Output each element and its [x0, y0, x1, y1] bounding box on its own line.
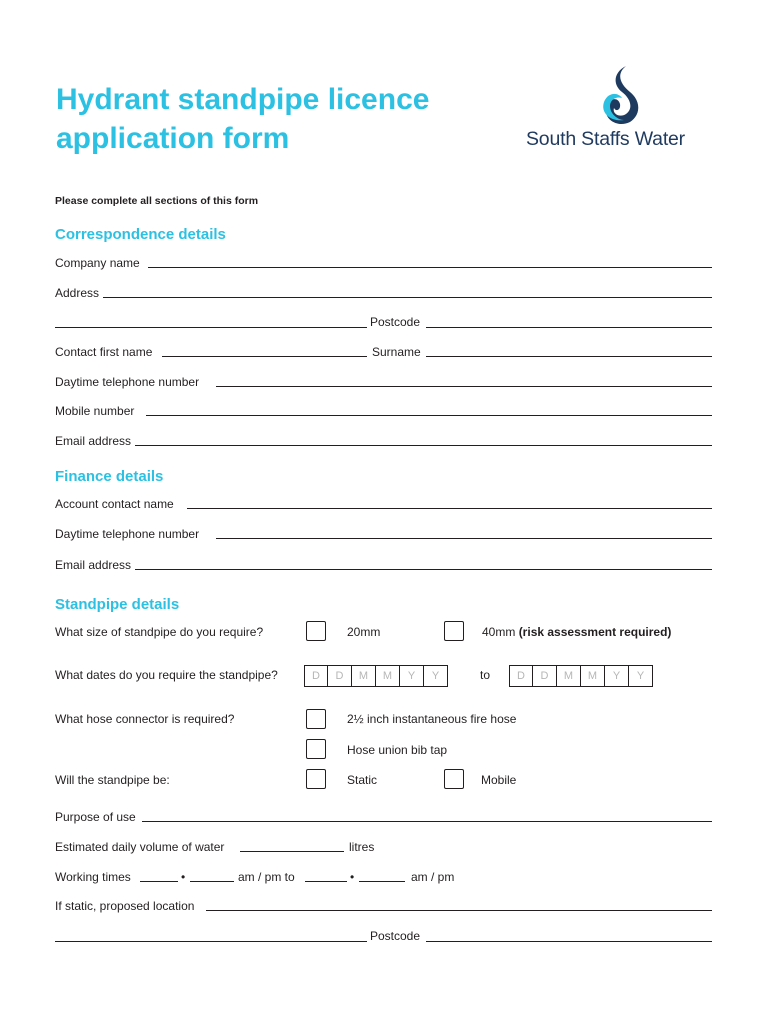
email-label: Email address — [55, 434, 132, 448]
account-contact-label: Account contact name — [55, 497, 174, 511]
size-question: What size of standpipe do you require? — [55, 625, 264, 639]
date-cell[interactable]: M — [557, 665, 581, 687]
time-separator: • — [181, 870, 186, 884]
contact-first-name-field[interactable] — [162, 356, 367, 357]
location-postcode-label: Postcode — [370, 929, 421, 943]
postcode-field[interactable] — [426, 327, 712, 328]
dates-question: What dates do you require the standpipe? — [55, 668, 278, 682]
date-cell[interactable]: M — [352, 665, 376, 687]
date-cell[interactable]: Y — [605, 665, 629, 687]
finance-email-label: Email address — [55, 558, 132, 572]
section-heading-finance: Finance details — [55, 468, 164, 485]
end-hour-field[interactable] — [305, 881, 347, 882]
date-cell[interactable]: Y — [400, 665, 424, 687]
type-static-checkbox[interactable] — [306, 769, 326, 789]
size-20mm-checkbox[interactable] — [306, 621, 326, 641]
standpipe-type-question: Will the standpipe be: — [55, 773, 170, 787]
finance-daytime-phone-field[interactable] — [216, 538, 712, 539]
mobile-label: Mobile number — [55, 404, 135, 418]
date-cell[interactable]: Y — [629, 665, 653, 687]
working-times-label: Working times — [55, 870, 131, 884]
account-contact-field[interactable] — [187, 508, 712, 509]
form-instruction: Please complete all sections of this form — [55, 195, 259, 207]
surname-field[interactable] — [426, 356, 712, 357]
section-heading-correspondence: Correspondence details — [55, 226, 226, 243]
volume-label: Estimated daily volume of water — [55, 840, 225, 854]
hose-fire-hose-checkbox[interactable] — [306, 709, 326, 729]
hose-question: What hose connector is required? — [55, 712, 235, 726]
date-range-to-label: to — [480, 668, 491, 682]
address-field[interactable] — [103, 297, 712, 298]
company-name-label: Company name — [55, 256, 140, 270]
purpose-field[interactable] — [142, 821, 712, 822]
water-drop-logo-icon — [594, 64, 650, 126]
volume-field[interactable] — [240, 851, 344, 852]
date-cell[interactable]: D — [509, 665, 533, 687]
company-name-field[interactable] — [148, 267, 712, 268]
email-field[interactable] — [135, 445, 712, 446]
hose-fire-hose-label: 2½ inch instantaneous fire hose — [347, 712, 517, 726]
end-date-input[interactable] — [509, 665, 653, 687]
hose-bib-tap-label: Hose union bib tap — [347, 743, 448, 757]
litres-label: litres — [349, 840, 375, 854]
time-separator: • — [350, 870, 355, 884]
static-location-line2-field[interactable] — [55, 941, 367, 942]
form-title-line2: application form — [56, 122, 290, 155]
start-hour-field[interactable] — [140, 881, 178, 882]
address-label: Address — [55, 286, 100, 300]
form-title — [56, 80, 429, 158]
company-logo — [526, 62, 718, 154]
postcode-label: Postcode — [370, 315, 421, 329]
am-pm-to-label: am / pm to — [238, 870, 295, 884]
daytime-phone-field[interactable] — [216, 386, 712, 387]
end-minute-field[interactable] — [359, 881, 405, 882]
type-mobile-label: Mobile — [481, 773, 517, 787]
logo-wordmark: South Staffs Water — [526, 128, 685, 150]
purpose-label: Purpose of use — [55, 810, 136, 824]
surname-label: Surname — [372, 345, 421, 359]
finance-email-field[interactable] — [135, 569, 712, 570]
section-heading-standpipe: Standpipe details — [55, 596, 180, 613]
start-minute-field[interactable] — [190, 881, 234, 882]
finance-daytime-phone-label: Daytime telephone number — [55, 527, 200, 541]
hose-bib-tap-checkbox[interactable] — [306, 739, 326, 759]
form-title-line1: Hydrant standpipe licence — [56, 83, 430, 116]
date-cell[interactable]: D — [304, 665, 328, 687]
mobile-field[interactable] — [146, 415, 712, 416]
type-static-label: Static — [347, 773, 378, 787]
type-mobile-checkbox[interactable] — [444, 769, 464, 789]
date-cell[interactable]: M — [581, 665, 605, 687]
address-line2-field[interactable] — [55, 327, 367, 328]
size-40mm-text: 40mm — [482, 625, 516, 639]
am-pm-label: am / pm — [411, 870, 455, 884]
static-location-field[interactable] — [206, 910, 712, 911]
size-40mm-checkbox[interactable] — [444, 621, 464, 641]
location-postcode-field[interactable] — [426, 941, 712, 942]
daytime-phone-label: Daytime telephone number — [55, 375, 200, 389]
date-cell[interactable]: D — [533, 665, 557, 687]
risk-assessment-note: (risk assessment required) — [518, 625, 672, 639]
date-cell[interactable]: Y — [424, 665, 448, 687]
date-cell[interactable]: M — [376, 665, 400, 687]
start-date-input[interactable] — [304, 665, 448, 687]
size-20mm-label: 20mm — [347, 625, 381, 639]
date-cell[interactable]: D — [328, 665, 352, 687]
contact-first-name-label: Contact first name — [55, 345, 153, 359]
static-location-label: If static, proposed location — [55, 899, 195, 913]
size-40mm-label — [482, 625, 671, 639]
